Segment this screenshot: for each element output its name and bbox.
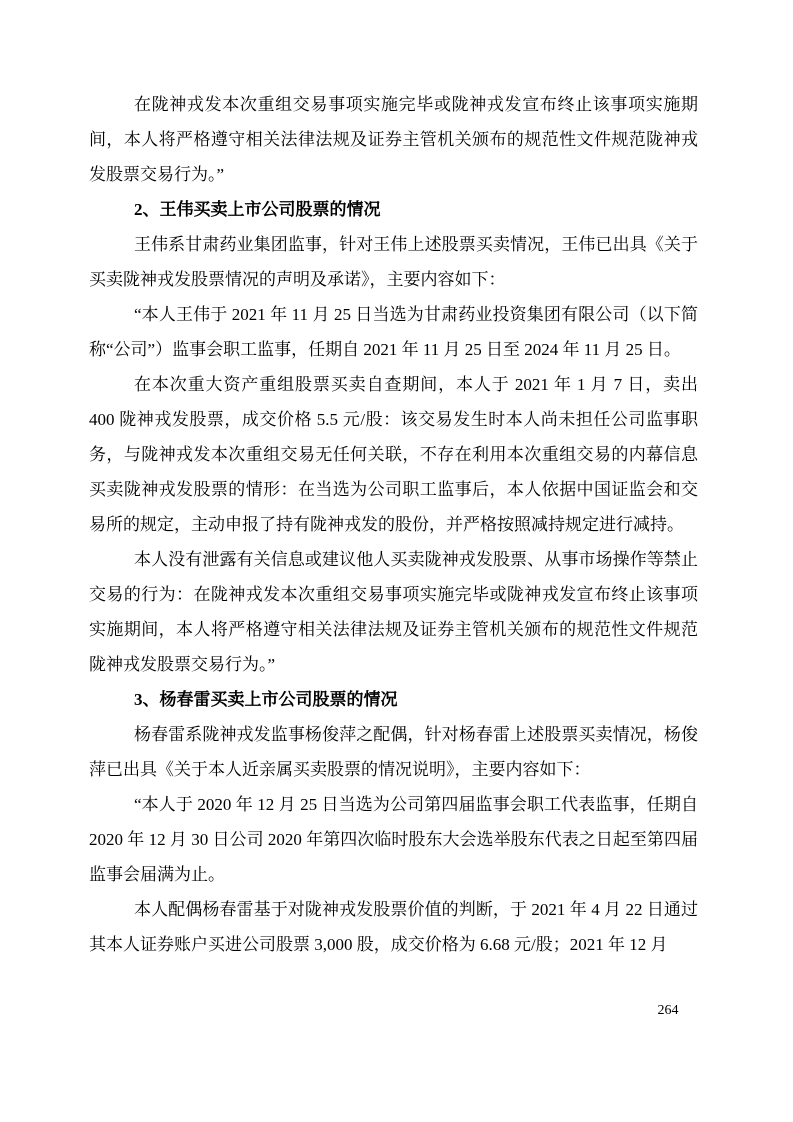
paragraph-yangchunlei-intro: 杨春雷系陇神戎发监事杨俊萍之配偶，针对杨春雷上述股票买卖情况，杨俊萍已出具《关于本人近亲属买卖股票的情况说明》，主要内容如下： — [89, 725, 698, 779]
paragraph-wangwei-intro: 王伟系甘肃药业集团监事，针对王伟上述股票买卖情况，王伟已出具《关于买卖陇神戎发股票情况的声明及承诺》，主要内容如下： — [89, 235, 698, 289]
section-heading-wangwei: 2、王伟买卖上市公司股票的情况 — [134, 200, 381, 219]
page-number: 264 — [657, 1003, 679, 1018]
section-heading-yangchunlei: 3、杨春雷买卖上市公司股票的情况 — [134, 690, 398, 709]
paragraph-yangchunlei-trading: 本人配偶杨春雷基于对陇神戎发股票价值的判断，于 2021 年 4 月 22 日通过其本人证券账户买进公司股票 3,000 股，成交价格为 6.68 元/股；2021 年 12 月 — [89, 900, 698, 954]
paragraph-yangjunping-position: “本人于 2020 年 12 月 25 日当选为公司第四届监事会职工代表监事，任期自 2020 年 12 月 30 日公司 2020 年第四次临时股东大会选举股东代表之日起至第四届监事会届满为止。 — [89, 795, 698, 884]
paragraph-wangwei-trading: 在本次重大资产重组股票买卖自查期间，本人于 2021 年 1 月 7 日，卖出 400 陇神戎发股票，成交价格 5.5 元/股：该交易发生时本人尚未担任公司监事职务，与陇神戎发本次重组交易无任何关联，不存在利用本次重组交易的内幕信息买卖陇神戎发股票的情形：在当选为公司职工监事后，本人依据中国证监会和交易所的规定，主动申报了持有陇神戎发的股份，并严格按照减持规定进行减持。 — [89, 375, 698, 534]
document-body — [89, 87, 698, 962]
paragraph-wangwei-position: “本人王伟于 2021 年 11 月 25 日当选为甘肃药业投资集团有限公司（以下简称“公司”）监事会职工监事，任期自 2021 年 11 月 25 日至 2024 年 11 月 25 日。 — [89, 305, 698, 359]
paragraph-wangwei-commitment: 本人没有泄露有关信息或建议他人买卖陇神戎发股票、从事市场操作等禁止交易的行为：在陇神戎发本次重组交易事项实施完毕或陇神戎发宣布终止该事项实施期间，本人将严格遵守相关法律法规及证券主管机关颁布的规范性文件规范陇神戎发股票交易行为。” — [89, 550, 698, 674]
paragraph-commitment-end: 在陇神戎发本次重组交易事项实施完毕或陇神戎发宣布终止该事项实施期间，本人将严格遵守相关法律法规及证券主管机关颁布的规范性文件规范陇神戎发股票交易行为。” — [89, 95, 698, 184]
